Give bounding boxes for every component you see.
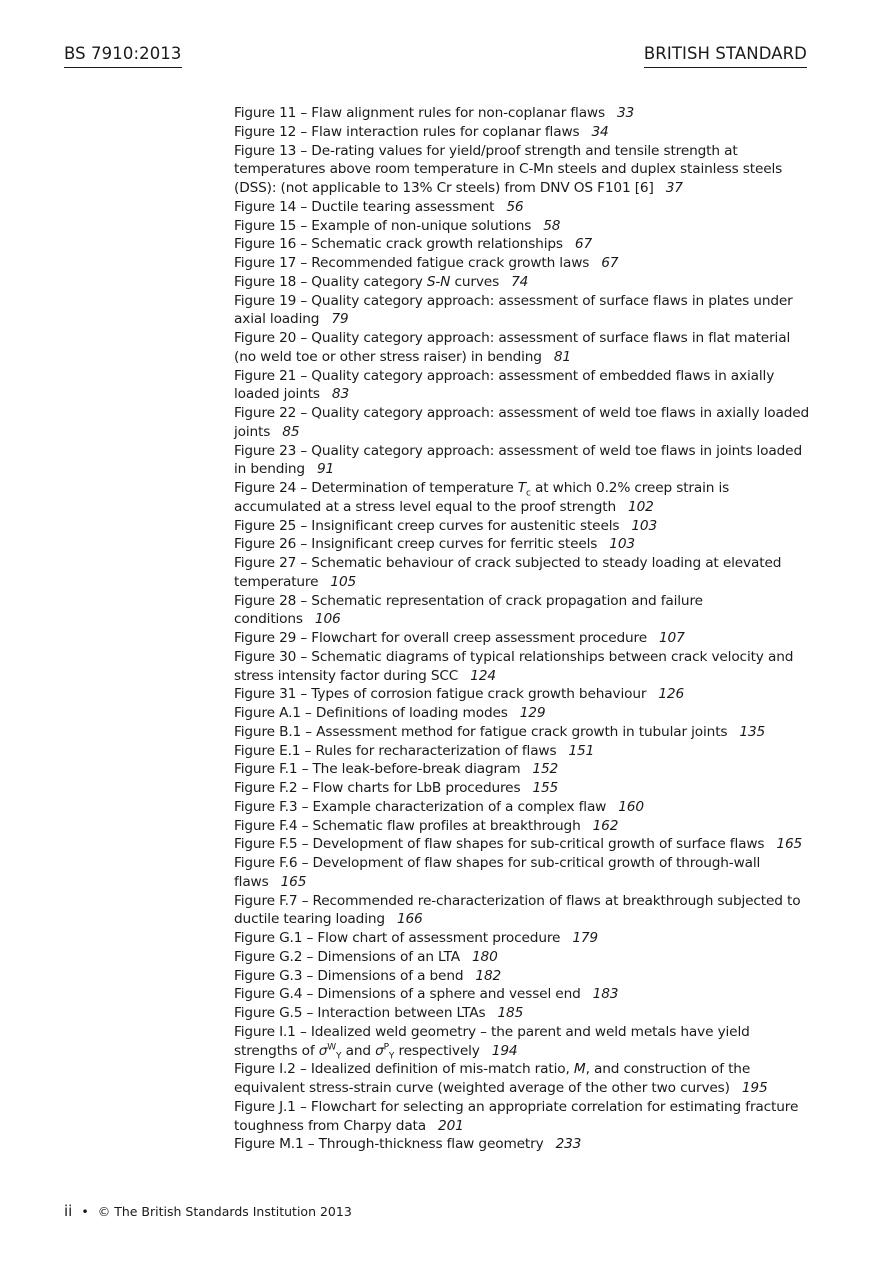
page-ref: 160 <box>618 798 644 815</box>
page-ref: 179 <box>572 930 598 946</box>
figure-entry[interactable]: Figure E.1 – Rules for recharacterization of flaws 151 <box>234 742 595 759</box>
figure-entry[interactable]: Figure 16 – Schematic crack growth relationships 67 <box>234 236 593 253</box>
page-ref: 166 <box>396 911 423 928</box>
figure-entry[interactable]: Figure 27 – Schematic behaviour of crack subjected to steady loading at elevated temperature 105 <box>234 555 782 590</box>
figure-entry[interactable]: Figure B.1 – Assessment method for fatigue crack growth in tubular joints 135 <box>234 723 766 740</box>
page-ref: 162 <box>592 817 619 834</box>
figure-entry[interactable]: Figure 29 – Flowchart for overall creep assessment procedure 107 <box>234 630 685 646</box>
page-ref: 105 <box>330 573 357 590</box>
page-ref: 67 <box>574 236 593 253</box>
list-of-figures <box>234 104 810 1154</box>
page-ref: 103 <box>631 517 658 534</box>
page-ref: 165 <box>776 836 803 853</box>
page-ref: 180 <box>472 948 498 965</box>
figure-entry[interactable]: Figure 30 – Schematic diagrams of typical relationships between crack velocity and stress intensity factor during SCC 124 <box>234 648 794 684</box>
figure-entry[interactable]: Figure 11 – Flaw alignment rules for non-coplanar flaws 33 <box>234 105 635 121</box>
page-ref: 58 <box>543 217 561 234</box>
page-ref: 233 <box>555 1136 582 1153</box>
page-ref: 155 <box>532 780 559 796</box>
figure-entry[interactable]: Figure A.1 – Definitions of loading modes 129 <box>234 705 546 721</box>
figure-entry[interactable]: Figure 19 – Quality category approach: assessment of surface flaws in plates under axial loading 79 <box>234 292 793 328</box>
figure-entry[interactable]: Figure 18 – Quality category S-N curves 74 <box>234 273 529 290</box>
page-ref: 182 <box>475 967 502 984</box>
figure-entry[interactable]: Figure 13 – De-rating values for yield/proof strength and tensile strength at temperatures above room temperature in C-Mn steels and duplex stainless steels (DSS): (not applicable to 13% Cr steels) from DNV OS F101 [6] 37 <box>234 142 783 196</box>
figure-entry[interactable]: Figure 14 – Ductile tearing assessment 56 <box>234 198 524 215</box>
figure-entry[interactable]: Figure 25 – Insignificant creep curves for austenitic steels 103 <box>234 517 658 534</box>
page-ref: 151 <box>568 742 595 759</box>
figure-entry[interactable]: Figure 17 – Recommended fatigue crack growth laws 67 <box>234 255 619 271</box>
page-ref: 81 <box>553 348 571 365</box>
page-ref: 165 <box>280 873 307 890</box>
figure-entry[interactable]: Figure M.1 – Through-thickness flaw geometry 233 <box>234 1136 582 1153</box>
copyright-notice: © The British Standards Institution 2013 <box>97 1204 352 1219</box>
figure-entry[interactable]: Figure F.3 – Example characterization of a complex flaw 160 <box>234 798 644 815</box>
figure-entry[interactable]: Figure F.6 – Development of flaw shapes for sub-critical growth of through-wall flaws 165 <box>234 855 761 890</box>
page-ref: 103 <box>609 536 635 553</box>
page-ref: 126 <box>658 686 685 703</box>
figure-entry[interactable]: Figure G.1 – Flow chart of assessment procedure 179 <box>234 930 598 946</box>
page-ref: 185 <box>497 1005 524 1021</box>
page-number: ii <box>64 1202 73 1220</box>
page-ref: 67 <box>601 255 619 271</box>
page-ref: 74 <box>511 273 529 290</box>
figure-entry[interactable]: Figure J.1 – Flowchart for selecting an appropriate correlation for estimating fracture toughness from Charpy data 201 <box>234 1098 799 1134</box>
page-ref: 152 <box>532 761 559 778</box>
page-ref: 183 <box>592 986 619 1003</box>
page-ref: 56 <box>506 198 524 215</box>
page-ref: 201 <box>438 1117 464 1134</box>
page-ref: 194 <box>491 1042 518 1059</box>
page-ref: 106 <box>314 611 341 628</box>
figure-entry[interactable]: Figure 28 – Schematic representation of crack propagation and failure conditions 106 <box>234 592 703 628</box>
figure-entry[interactable]: Figure I.2 – Idealized definition of mis-match ratio, M, and construction of the equivalent stress-strain curve (weighted average of the other two curves) 195 <box>234 1061 768 1096</box>
page-ref: 195 <box>741 1080 768 1096</box>
figure-entry[interactable]: Figure 15 – Example of non-unique solutions 58 <box>234 217 561 234</box>
figure-entry[interactable]: Figure F.5 – Development of flaw shapes for sub-critical growth of surface flaws 165 <box>234 836 803 853</box>
figure-entry[interactable]: Figure 31 – Types of corrosion fatigue crack growth behaviour 126 <box>234 686 685 703</box>
page-ref: 33 <box>616 105 635 121</box>
page-ref: 34 <box>591 123 609 140</box>
figure-entry[interactable]: Figure F.4 – Schematic flaw profiles at breakthrough 162 <box>234 817 619 834</box>
standard-number: BS 7910:2013 <box>64 44 182 68</box>
page-ref: 85 <box>282 423 300 440</box>
figure-entry[interactable]: Figure 21 – Quality category approach: assessment of embedded flaws in axially loaded joints 83 <box>234 367 775 403</box>
figure-entry[interactable]: Figure 22 – Quality category approach: assessment of weld toe flaws in axially loaded joints 85 <box>234 405 810 440</box>
figure-entry[interactable]: Figure 26 – Insignificant creep curves for ferritic steels 103 <box>234 536 635 553</box>
figure-entry[interactable]: Figure G.2 – Dimensions of an LTA 180 <box>234 948 498 965</box>
figure-entry[interactable]: Figure 23 – Quality category approach: assessment of weld toe flaws in joints loaded in bending 91 <box>234 442 802 478</box>
standard-title: BRITISH STANDARD <box>644 44 807 68</box>
bullet-separator: • <box>81 1204 89 1219</box>
figure-entry[interactable]: Figure 12 – Flaw interaction rules for coplanar flaws 34 <box>234 123 609 140</box>
page-ref: 102 <box>628 498 654 515</box>
figure-entry[interactable]: Figure F.7 – Recommended re-characterization of flaws at breakthrough subjected to ductile tearing loading 166 <box>234 892 801 928</box>
page-ref: 79 <box>331 311 349 328</box>
page-ref: 37 <box>665 180 683 196</box>
figure-entry[interactable]: Figure I.1 – Idealized weld geometry – the parent and weld metals have yield strengths of $\sigma^W_Y$ and $\sigma^P_Y$ respectively 194 <box>234 1023 750 1062</box>
page-ref: 107 <box>658 630 685 646</box>
figure-entry[interactable]: Figure G.5 – Interaction between LTAs 185 <box>234 1005 524 1021</box>
figure-entry[interactable]: Figure F.2 – Flow charts for LbB procedures 155 <box>234 780 559 796</box>
page-ref: 124 <box>470 667 496 684</box>
page-footer <box>64 1202 352 1221</box>
page-ref: 129 <box>519 705 546 721</box>
figure-entry[interactable]: Figure G.4 – Dimensions of a sphere and vessel end 183 <box>234 986 619 1003</box>
page-ref: 83 <box>331 386 350 403</box>
figure-entry[interactable]: Figure F.1 – The leak-before-break diagram 152 <box>234 761 559 778</box>
page-ref: 135 <box>739 723 766 740</box>
page-ref: 91 <box>316 461 335 478</box>
figure-entry[interactable]: Figure 20 – Quality category approach: assessment of surface flaws in flat material (no weld toe or other stress raiser) in bending 81 <box>234 330 791 365</box>
figure-entry[interactable]: Figure 24 – Determination of temperature $T_c$ at which 0.2% creep strain is accumulated at a stress level equal to the proof strength 102 <box>234 480 730 515</box>
figure-entry[interactable]: Figure G.3 – Dimensions of a bend 182 <box>234 967 502 984</box>
